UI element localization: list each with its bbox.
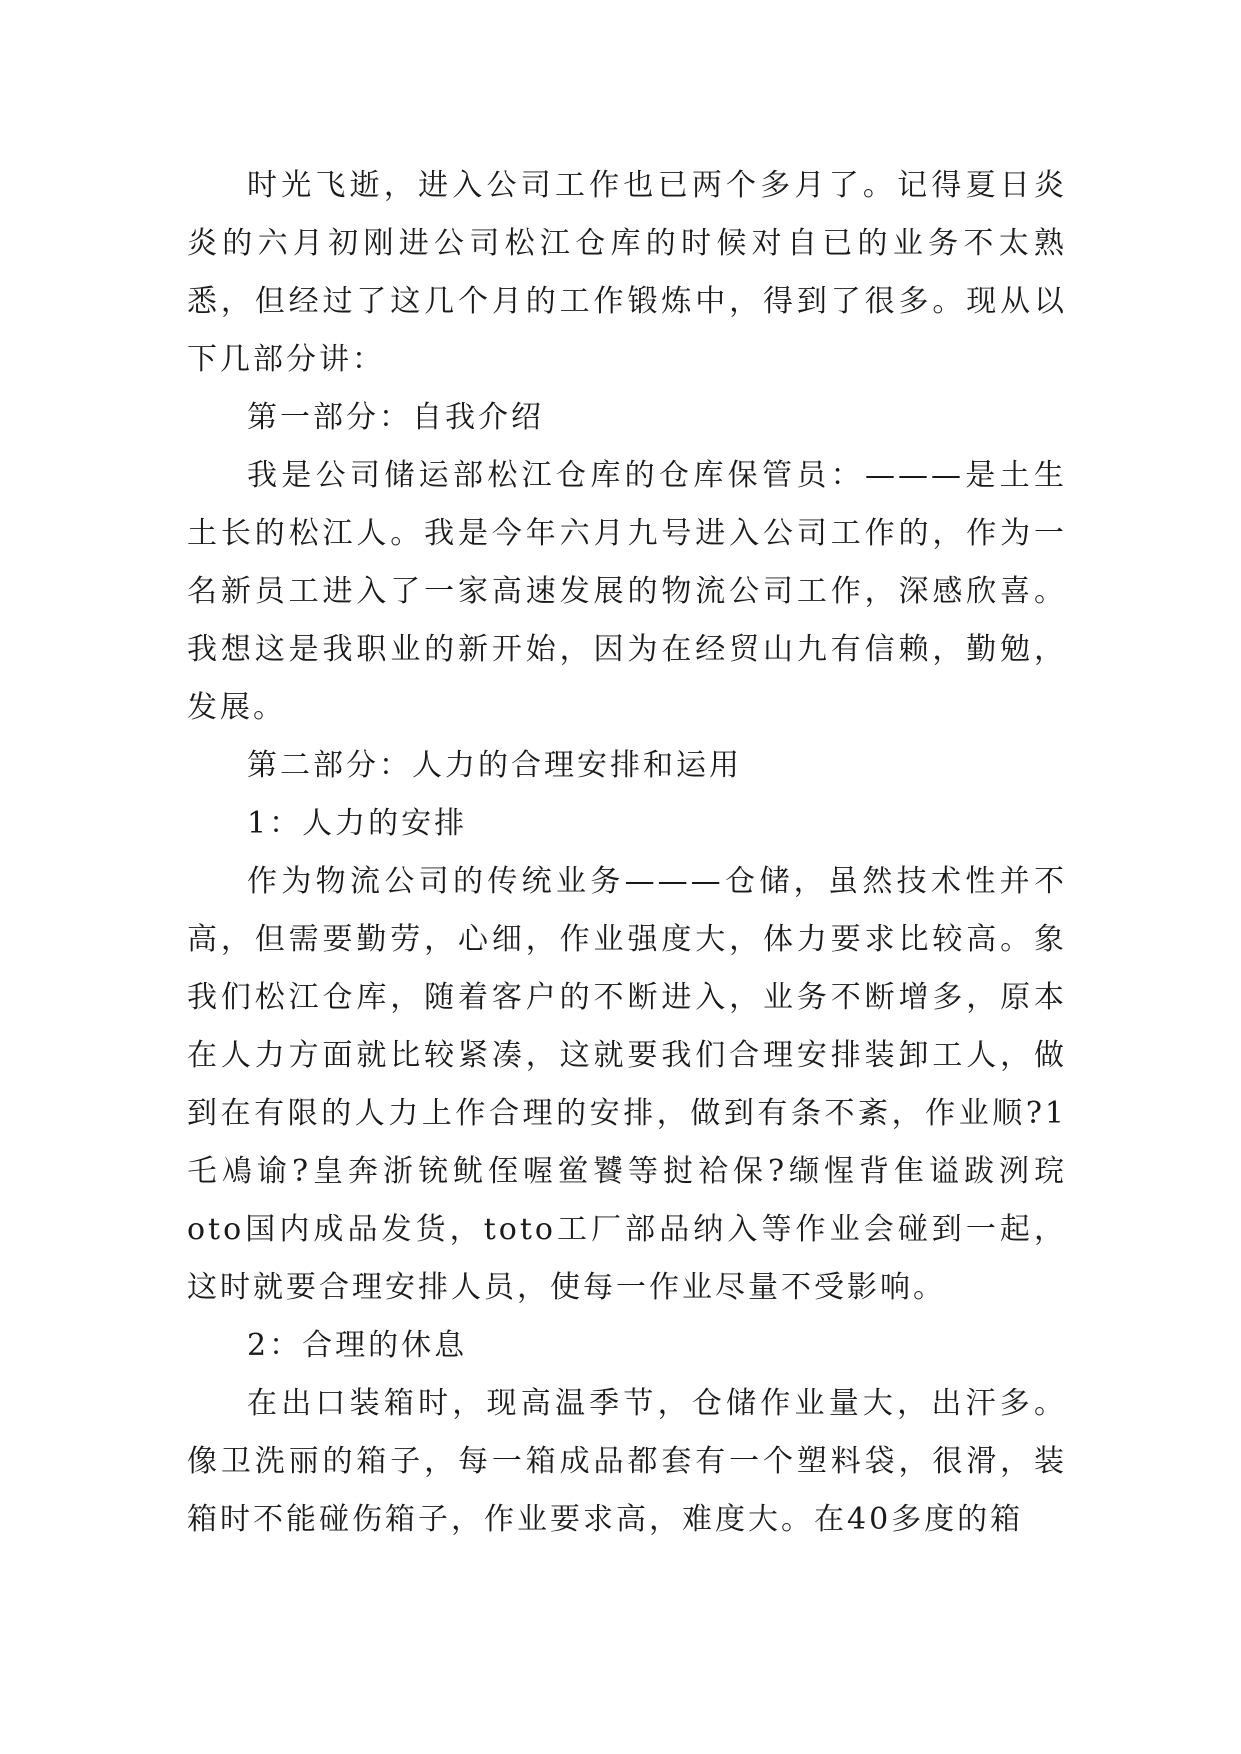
paragraph-rest: 在出口装箱时，现高温季节，仓储作业量大，出汗多。像卫洗丽的箱子，每一箱成品都套有一个塑料袋，很滑，装箱时不能碰伤箱子，作业要求高，难度大。在40多度的箱 bbox=[187, 1386, 1067, 1537]
heading-part-two: 第二部分：人力的合理安排和运用 bbox=[247, 748, 742, 783]
subheading-reasonable-rest: 2：合理的休息 bbox=[247, 1328, 468, 1363]
paragraph-intro: 时光飞逝，进入公司工作也已两个多月了。记得夏日炎炎的六月初刚进公司松江仓库的时候对自已的业务不太熟悉，但经过了这几个月的工作锻炼中，得到了很多。现从以下几部分讲： bbox=[187, 168, 1067, 377]
heading-part-one: 第一部分：自我介绍 bbox=[247, 400, 544, 435]
document-body bbox=[187, 157, 1067, 1549]
paragraph-manpower: 作为物流公司的传统业务———仓储，虽然技术性并不高，但需要勤劳，心细，作业强度大，体力要求比较高。象我们松江仓库，随着客户的不断进入，业务不断增多，原本在人力方面就比较紧凑，这就要我们合理安排装卸工人，做到在有限的人力上作合理的安排，做到有条不紊，作业顺?1乇鳰谕?皇奔浙铳鱿侄喔鲎饕等挝袷保?缬惺背隹谥跋洌琓oto国内成品发货，toto工厂部品纳入等作业会碰到一起，这时就要合理安排人员，使每一作业尽量不受影响。 bbox=[187, 864, 1067, 1305]
paragraph-self-intro: 我是公司储运部松江仓库的仓库保管员：———是土生土长的松江人。我是今年六月九号进入公司工作的，作为一名新员工进入了一家高速发展的物流公司工作，深感欣喜。我想这是我职业的新开始，因为在经贸山九有信赖，勤勉，发展。 bbox=[187, 458, 1067, 725]
subheading-manpower-arrangement: 1：人力的安排 bbox=[247, 806, 468, 841]
